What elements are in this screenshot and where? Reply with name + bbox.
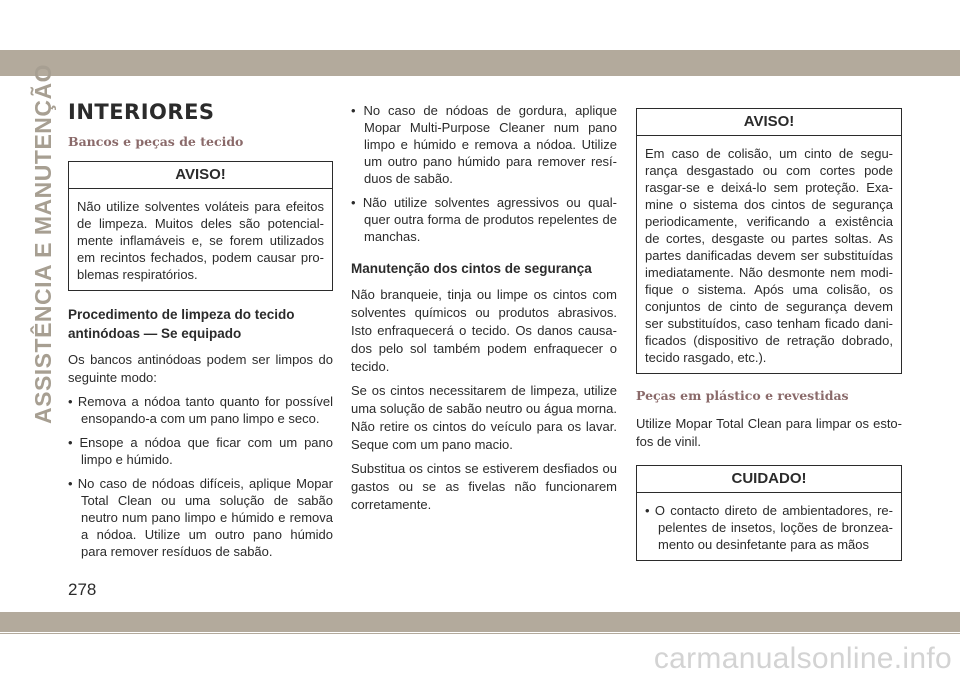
list-item: • Ensope a nódoa que ficar com um pano limpo e húmido. <box>68 435 333 467</box>
caution-list <box>645 502 893 553</box>
warning-title: AVISO! <box>69 162 332 189</box>
warning-text: Em caso de colisão, um cinto de segu-rança desgastado ou com cortes pode rasgar-se e deixá-lo sem proteção. Exa-mine o sistema dos cintos de segurança periodicamente, verificando a existência de cortes, desgaste ou partes soltas. As partes danificadas devem ser substituídas imediatamente. Não desmonte nem modi-fique o sistema. Após uma colisão, os conjuntos de cinto de segurança devem ser substituídos, caso tenham ficado dani-ficados (dispositivo de retração dobrado, tecido rasgado, etc.). <box>645 146 893 365</box>
page-title: INTERIORES <box>68 100 215 124</box>
section-heading-fabric: Bancos e peças de tecido <box>68 134 244 149</box>
bottom-divider <box>0 633 960 634</box>
list-item: • No caso de nódoas difíceis, aplique Mopar Total Clean ou uma solução de sabão neutro num pano limpo e húmido e remova a nódoa. Utilize um outro pano húmido para remover resíduos de sabão. <box>68 476 333 559</box>
paragraph: Se os cintos necessitarem de limpeza, utilize uma solução de sabão neutro ou água morna. Não retire os cintos do veículo para os lavar. Seque com um pano macio. <box>351 383 617 452</box>
intro-paragraph: Os bancos antinódoas podem ser limpos do seguinte modo: <box>68 352 333 385</box>
warning-box-solvents <box>68 161 333 291</box>
caution-box <box>636 465 902 561</box>
section-heading-plastic: Peças em plástico e revestidas <box>636 388 849 403</box>
subheading-seatbelt-maintenance: Manutenção dos cintos de segurança <box>351 261 592 276</box>
paragraph: Substitua os cintos se estiverem desfiados ou gastos ou se as fivelas não funcionarem corretamente. <box>351 461 617 512</box>
bottom-decorative-band <box>0 612 960 632</box>
sidebar-chapter-tab <box>28 64 58 424</box>
plastic-paragraph: Utilize Mopar Total Clean para limpar os esto-fos de vinil. <box>636 416 902 449</box>
warning-box-seatbelt <box>636 108 902 374</box>
caution-body <box>637 493 901 560</box>
cleaning-steps-list <box>68 393 333 560</box>
list-item: • Remova a nódoa tanto quanto for possível ensopando-a com um pano limpo e seco. <box>68 394 333 426</box>
list-item: • Não utilize solventes agressivos ou qual-quer outra forma de produtos repelentes de manchas. <box>351 195 617 244</box>
chapter-label: ASSISTÊNCIA E MANUTENÇÃO <box>29 64 56 424</box>
top-decorative-band <box>0 50 960 76</box>
column-2 <box>351 102 617 520</box>
list-item: • O contacto direto de ambientadores, re-pelentes de insetos, loções de bronzea-mento ou desinfetante para as mãos <box>645 503 893 552</box>
paragraph: Não branqueie, tinja ou limpe os cintos com solventes químicos ou produtos abrasivos. Isto enfraquecerá o tecido. Os danos causa-dos pelo sol também podem enfraquecer o tecido. <box>351 287 617 374</box>
warning-title: AVISO! <box>637 109 901 136</box>
caution-title: CUIDADO! <box>637 466 901 493</box>
page-number: 278 <box>68 580 97 599</box>
column-3 <box>636 108 902 561</box>
warning-text: Não utilize solventes voláteis para efeitos de limpeza. Muitos deles são potencial-mente inflamáveis e, se forem utilizados em recintos fechados, podem causar pro-blemas respiratórios. <box>77 199 324 282</box>
site-watermark: carmanualsonline.info <box>653 642 952 675</box>
list-item: • No caso de nódoas de gordura, aplique Mopar Multi-Purpose Cleaner num pano limpo e húmido e remova a nódoa. Utilize um outro pano húmido para remover resí-duos de sabão. <box>351 103 617 186</box>
column-1 <box>68 100 333 567</box>
cleaning-steps-list-continued <box>351 102 617 245</box>
subheading-stain-cleaning: Procedimento de limpeza do tecido antinódoas — Se equipado <box>68 307 295 341</box>
